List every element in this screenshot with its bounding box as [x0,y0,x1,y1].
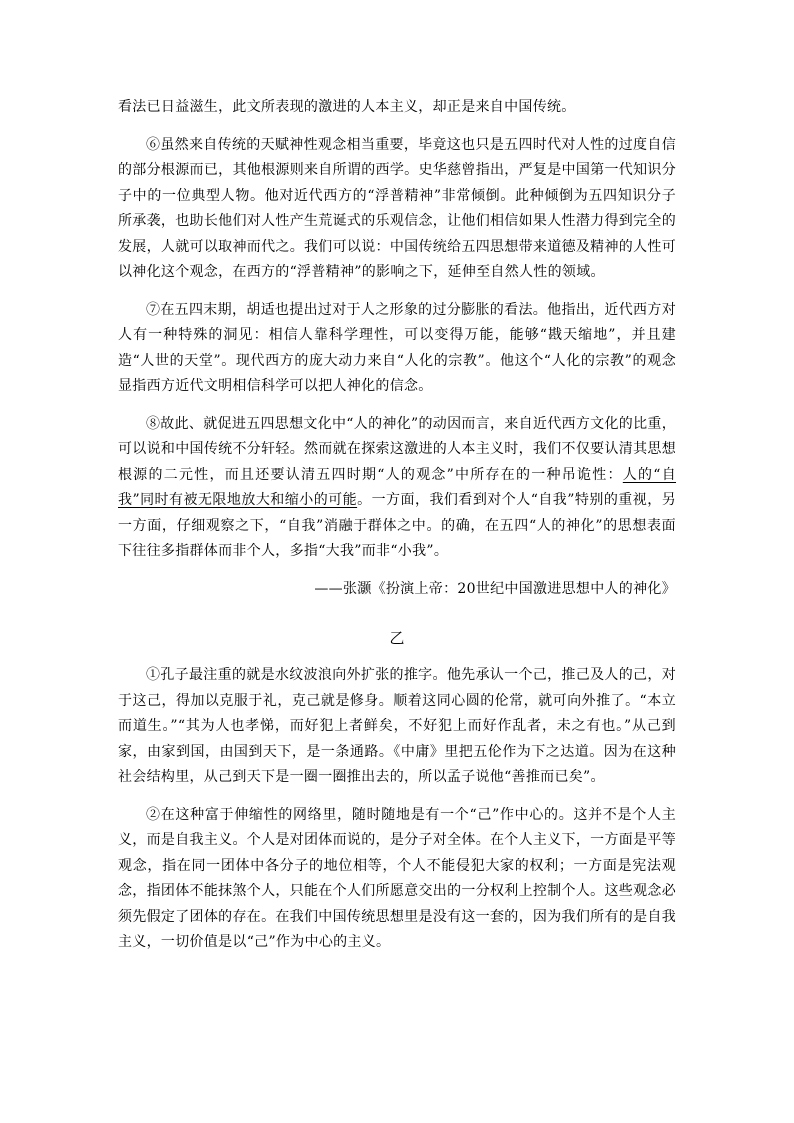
underlined-sentence: 人的“自我”同时有被无限地放大和缩小的可能 [118,466,677,508]
paragraph-yi-2: ②在这种富于伸缩性的网络里，随时随地是有一个“己”作中心的。这并不是个人主义，而是自我主义。个人是对团体而说的，是分子对全体。在个人主义下，一方面是平等观念，指在同一团体中各分子的地位相等，个人不能侵犯大家的权利；一方面是宪法观念，指团体不能抹煞个人，只能在个人们所愿意交出的一分权利上控制个人。这些观念必须先假定了团体的存在。在我们中国传统思想里是没有这一套的，因为我们所有的是自我主义，一切价值是以“己”作为中心的主义。 [118,806,676,950]
paragraph-8-text-before: ⑧故此、就促进五四思想文化中“人的神化”的动因而言，来自近代西方文化的比重，可以说和中国传统不分轩轻。然而就在探索这激进的人本主义时，我们不仅要认清其思想根源的二元性，而且还要认清五四时期“人的观念”中所存在的一种吊诡性： [118,415,676,483]
paragraph-8-text-after: 。一方面，我们看到对个人“自我”特别的重视，另一方面，仔细观察之下，“自我”消融于群体之中。的确，在五四“人的神化”的思想表面下往往多指群体而非个人，多指“大我”而非“小我”。 [118,492,676,559]
paragraph-8 [118,412,676,565]
paragraph-7: ⑦在五四末期，胡适也提出过对于人之形象的过分膨胀的看法。他指出，近代西方对人有一种特殊的洞见：相信人靠科学理性，可以变得万能，能够“戡天缩地”，并且建造“人世的天堂”。现代西方的庞大动力来自“人化的宗教”。他这个“人化的宗教”的观念显指西方近代文明相信科学可以把人神化的信念。 [118,301,676,394]
section-title-yi: 乙 [389,629,405,647]
paragraph-continued: 看法已日益滋生，此文所表现的激进的人本主义，却正是来自中国传统。 [118,99,576,115]
paragraph-yi-1: ①孔子最注重的就是水纹波浪向外扩张的推字。他先承认一个己，推己及人的己，对于这己，得加以克服于礼，克己就是修身。顺着这同心圆的伦常，就可向外推了。“本立而道生。”“其为人也孝悌，而好犯上者鲜矣，不好犯上而好作乱者，未之有也。”从己到家，由家到国，由国到天下，是一条通路。《中庸》里把五伦作为下之达道。因为在这种社会结构里，从己到天下是一圈一圈推出去的，所以孟子说他“善推而已矣”。 [118,667,676,785]
paragraph-6: ⑥虽然来自传统的天赋神性观念相当重要，毕竟这也只是五四时代对人性的过度自信的部分根源而已，其他根源则来自所谓的西学。史华慈曾指出，严复是中国第一代知识分子中的一位典型人物。他对近代西方的“浮普精神”非常倾倒。此种倾倒为五四知识分子所承袭，也助长他们对人性产生荒诞式的乐观信念，让他们相信如果人性潜力得到完全的发展，人就可以取神而代之。我们可以说：中国传统给五四思想带来道德及精神的人性可以神化这个观念，在西方的“浮普精神”的影响之下，延伸至自然人性的领域。 [118,136,676,280]
source-citation: ——张灏《扮演上帝：20世纪中国激进思想中人的神化》 [314,580,676,597]
